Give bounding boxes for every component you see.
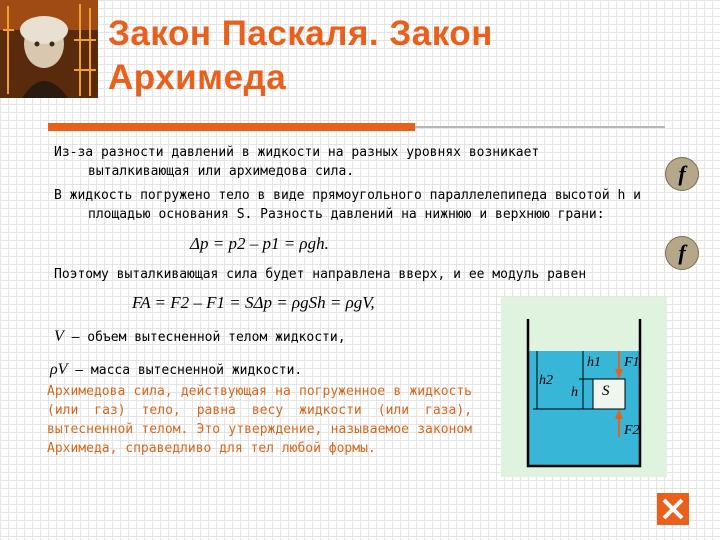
symbol-rho-v: ρV	[50, 361, 68, 378]
logo-image	[0, 0, 98, 98]
title-underline-line	[415, 126, 665, 128]
paragraph-line: В жидкость погружено тело в виде прямоугольного параллелепипеда высотой h и	[54, 188, 641, 203]
formula-archimedes-force: FA = F2 – F1 = SΔp = ρgSh = ρgV,	[132, 293, 375, 312]
label-f1: F1	[624, 355, 640, 370]
label-s: S	[602, 383, 610, 399]
definition-text: – масса вытесненной жидкости.	[67, 363, 303, 378]
title-underline-bar	[48, 123, 415, 131]
formula-pressure-difference: Δp = p2 – p1 = ρgh.	[190, 234, 329, 253]
definition-volume	[54, 327, 346, 347]
symbol-v: V	[54, 328, 64, 345]
close-x-icon	[657, 493, 689, 525]
next-slide-button[interactable]	[657, 493, 689, 525]
definition-mass	[50, 360, 302, 380]
label-f2: F2	[624, 423, 640, 438]
definition-text: – объем вытесненной телом жидкости,	[63, 330, 346, 345]
label-h2: h2	[539, 373, 553, 388]
label-h1: h1	[587, 355, 601, 370]
paragraph-force-direction: Поэтому выталкивающая сила будет направлена вверх, и ее модуль равен	[54, 267, 587, 282]
archimedes-diagram	[501, 297, 667, 477]
paragraph-line: площадью основания S. Разность давлений на нижнюю и верхнюю грани:	[88, 207, 605, 222]
page-title: Закон Паскаля. Закон Архимеда	[108, 14, 493, 97]
paragraph-line: выталкивающая или архимедова сила.	[88, 164, 355, 179]
paragraph-line: Из-за разности давлений в жидкости на разных уровнях возникает	[54, 145, 540, 160]
archimedes-law-statement: Архимедова сила, действующая на погруженное в жидкость (или газ) тело, равна весу жидкости (или газа), вытесненной телом. Это утверждение, называемое законом Архимеда, справедливо для тел любой формы.	[47, 384, 472, 456]
paragraph-pressure-difference	[54, 143, 662, 181]
formula-link-button[interactable]: f	[665, 157, 699, 191]
paragraph-immersed-body	[54, 186, 664, 224]
label-h: h	[571, 385, 578, 400]
formula-link-button[interactable]: f	[665, 236, 699, 270]
